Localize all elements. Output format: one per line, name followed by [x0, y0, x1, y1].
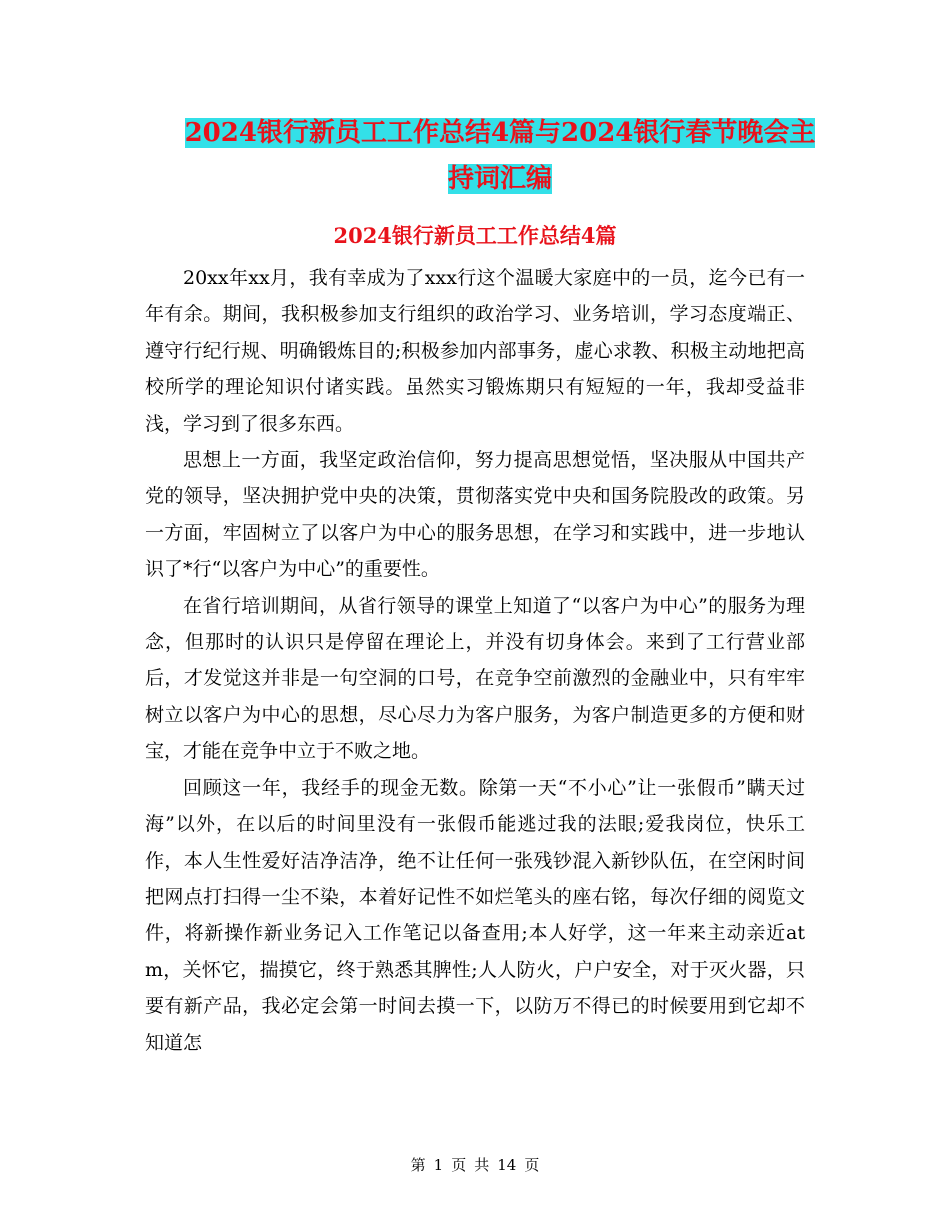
- paragraph: 20xx年xx月，我有幸成为了xxx行这个温暖大家庭中的一员，迄今已有一年有余。期间，我积极参加支行组织的政治学习、业务培训，学习态度端正、遵守行纪行规、明确锻炼目的;积极参加内部事务，虚心求教、积极主动地把高校所学的理论知识付诸实践。虽然实习锻炼期只有短短的一年，我却受益非浅，学习到了很多东西。: [145, 267, 805, 435]
- footer-page-unit: 页: [451, 1156, 467, 1174]
- document-body: [145, 260, 805, 1061]
- document-title-line-1: 2024银行新员工工作总结4篇与2024银行春节晚会主: [184, 118, 816, 148]
- paragraph: 思想上一方面，我坚定政治信仰，努力提高思想觉悟，坚决服从中国共产党的领导，坚决拥护党中央的决策，贯彻落实党中央和国务院股改的政策。另一方面，牢固树立了以客户为中心的服务思想，在学习和实践中，进一步地认识了*行“以客户为中心”的重要性。: [145, 449, 805, 581]
- paragraph: 回顾这一年，我经手的现金无数。除第一天“不小心”让一张假币”瞒天过海”以外，在以后的时间里没有一张假币能逃过我的法眼;爱我岗位，快乐工作，本人生性爱好洁净洁净，绝不让任何一张残钞混入新钞队伍，在空闲时间把网点打扫得一尘不染，本着好记性不如烂笔头的座右铭，每次仔细的阅览文件，将新操作新业务记入工作笔记以备查用;本人好学，这一年来主动亲近atm，关怀它，揣摸它，终于熟悉其脾性;人人防火，户户安全，对于灭火器，只要有新产品，我必定会第一时间去摸一下，以防万不得已的时候要用到它却不知道怎: [145, 776, 805, 1054]
- page-footer: [0, 1155, 950, 1175]
- document-title: [150, 110, 850, 202]
- footer-total-pages: 14: [497, 1156, 517, 1174]
- paragraph: 在省行培训期间，从省行领导的课堂上知道了“以客户为中心”的服务为理念，但那时的认识只是停留在理论上，并没有切身体会。来到了工行营业部后，才发觉这并非是一句空洞的口号，在竞争空前激烈的金融业中，只有牢牢树立以客户为中心的思想，尽心尽力为客户服务，为客户制造更多的方便和财宝，才能在竞争中立于不败之地。: [145, 594, 805, 763]
- section-title: 2024银行新员工工作总结4篇: [333, 223, 617, 248]
- document-title-line-2: 持词汇编: [447, 164, 552, 194]
- footer-page-unit-2: 页: [524, 1156, 540, 1174]
- footer-current-page: 1: [433, 1156, 444, 1174]
- footer-page-label: 第: [410, 1156, 426, 1174]
- footer-total-label: 共: [474, 1156, 490, 1174]
